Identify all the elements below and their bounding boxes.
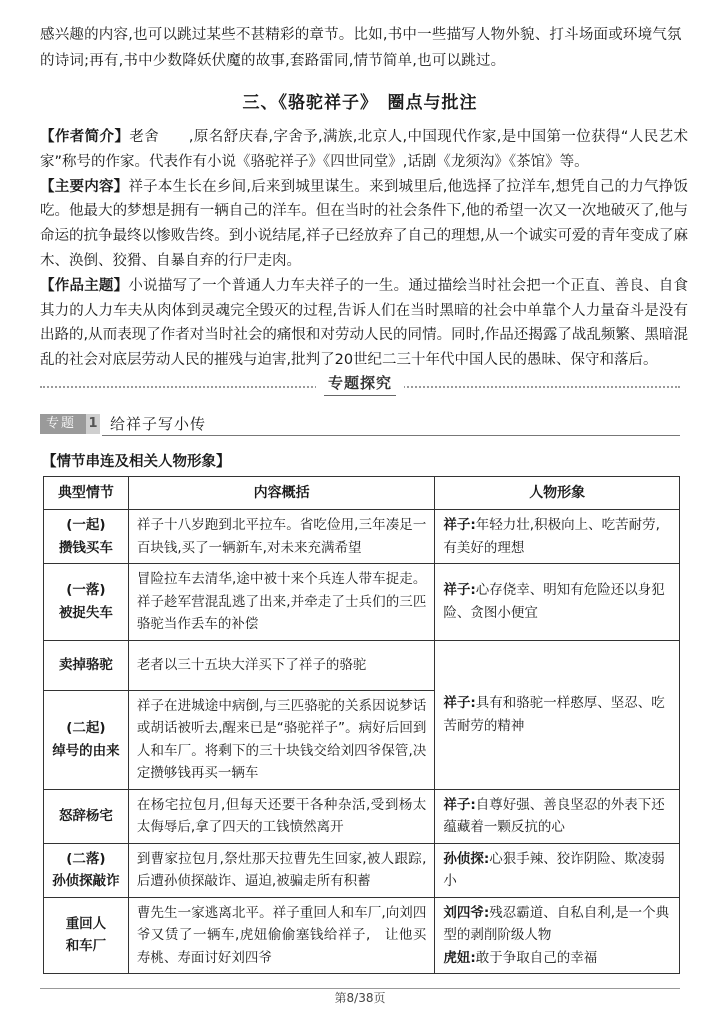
- event-title: 绰号的由来: [52, 742, 120, 759]
- event-title: 孙侦探敲诈: [52, 873, 120, 889]
- intro-paragraph: [40, 22, 688, 74]
- event-title: 卖掉骆驼: [58, 656, 113, 673]
- image-cell: [435, 843, 680, 897]
- event-stage: (一落): [66, 582, 106, 599]
- intro-line-1: 感兴趣的内容,也可以跳过某些不甚精彩的章节。比如,书中一些描写人物外貌、打斗场面或环境气氛: [40, 27, 682, 43]
- content-text: 祥子本生长在乡间,后来到城里谋生。来到城里后,他选择了拉洋车,想凭自己的力气挣饭吃。他最大的梦想是拥有一辆自己的洋车。但在当时的社会条件下,他的希望一次又一次地破灭了,他与命运的抗争最终以惨败告终。到小说结尾,祥子已经放弃了自己的理想,从一个诚实可爱的青年变成了麻木、涣倒、狡猾、自暴自弃的行尸走肉。: [40, 178, 689, 269]
- table-row: [44, 897, 680, 974]
- content-cell: 老者以三十五块大洋买下了祥子的骆驼: [128, 640, 435, 690]
- character-traits: 残忍霸道、自私自利,是一个典型的剥削阶级人物: [443, 904, 670, 943]
- author-paragraph: [40, 125, 688, 175]
- character-entry: [443, 902, 671, 947]
- character-traits: 年轻力壮,积极向上、吃苦耐劳,有美好的理想: [443, 517, 660, 556]
- character-name: 祥子:: [443, 582, 476, 599]
- content-cell: 祥子在进城途中病倒,与三匹骆驼的关系因说梦话或胡话被听去,醒来已是“骆驼祥子”。病好后回到人和车厂。将剩下的三十块钱交给刘四爷保管,决定攒够钱再买一辆车: [128, 690, 435, 789]
- character-traits: 心存侥幸、明知有危险还以身犯险、贪图小便宜: [443, 582, 665, 621]
- theme-text: 小说描写了一个普通人力车夫祥子的一生。通过描绘当时社会把一个正直、善良、自食其力的人力车夫从肉体到灵魂完全毁灭的过程,告诉人们在当时黑暗的社会中单靠个人力量奋斗是没有出路的,从而表现了作者对当时社会的痛恨和对劳动人民的同情。同时,作品还揭露了战乱频繁、黑暗混乱的社会对底层劳动人民的摧残与迫害,批判了20世纪二三十年代中国人民的愚昧、保守和落后。: [40, 277, 689, 369]
- topic-title: 给祥子写小传: [110, 415, 207, 433]
- image-cell: [435, 510, 680, 564]
- character-entry: [443, 947, 671, 970]
- event-title: 被捉失车: [58, 604, 113, 621]
- image-cell: [435, 789, 680, 843]
- event-cell: [44, 843, 129, 897]
- intro-line-2: 的诗词;再有,书中少数降妖伏魔的故事,套路雷同,情节简单,也可以跳过。: [40, 53, 506, 69]
- image-cell: [435, 640, 680, 789]
- event-stage: (二落): [66, 850, 106, 867]
- character-name: 虎妞:: [443, 949, 476, 966]
- theme-tag: 【作品主题】: [40, 277, 129, 294]
- table-row: [44, 510, 680, 564]
- content-cell: 冒险拉车去清华,途中被十来个兵连人带车捉走。祥子趁军营混乱逃了出来,并牵走了士兵们的三匹骆驼当作丢车的补偿: [128, 564, 435, 641]
- author-tag: 【作者简介】: [40, 129, 130, 145]
- event-stage: (一起): [66, 517, 106, 533]
- table-heading: 【情节串连及相关人物形象】: [42, 454, 231, 470]
- character-name: 刘四爷:: [443, 904, 490, 921]
- character-name: 祥子:: [443, 517, 476, 533]
- table-header-row: [44, 477, 680, 510]
- event-title-line-2: 和车厂: [65, 938, 107, 955]
- table-row: [44, 564, 680, 641]
- event-cell: [44, 640, 129, 690]
- event-title: 怒辞杨宅: [58, 807, 113, 824]
- content-cell: 曹先生一家逃离北平。祥子重回人和车厂,向刘四爷又赁了一辆车,虎妞偷偷塞钱给祥子, 让他买寿桃、寿面讨好刘四爷: [128, 897, 435, 974]
- section-divider: [40, 372, 680, 394]
- event-cell: [44, 510, 129, 564]
- header-image: 人物形象: [435, 477, 680, 510]
- author-text: 老舍 ,原名舒庆春,字舍予,满族,北京人,中国现代作家,是中国第一位获得“人民艺术家”称号的作家。代表作有小说《骆驼祥子》《四世同堂》,话剧《龙须沟》《茶馆》等。: [40, 129, 688, 170]
- content-cell: 祥子十八岁跑到北平拉车。省吃俭用,三年凑足一百块钱,买了一辆新车,对未来充满希望: [128, 510, 435, 564]
- character-name: 祥子:: [443, 796, 476, 813]
- content-tag: 【主要内容】: [40, 178, 129, 195]
- topic-underline: [102, 435, 680, 436]
- event-title-line-1: 重回人: [65, 915, 107, 932]
- event-title: 攒钱买车: [58, 539, 113, 556]
- header-event: 典型情节: [44, 477, 129, 510]
- content-paragraph: [40, 175, 688, 274]
- topic-number: 1: [86, 414, 100, 434]
- header-content: 内容概括: [128, 477, 435, 510]
- plot-table: [43, 476, 680, 974]
- table-row: [44, 789, 680, 843]
- character-name: 祥子:: [443, 695, 476, 711]
- event-stage: (二起): [66, 720, 106, 736]
- topic-header: [40, 412, 680, 436]
- character-name: 孙侦探:: [443, 850, 490, 867]
- content-cell: 在杨宅拉包月,但每天还要干各种杂活,受到杨太太侮辱后,拿了四天的工钱愤然离开: [128, 789, 435, 843]
- event-cell: [44, 789, 129, 843]
- character-traits: 心狠手辣、狡诈阴险、欺凌弱小: [443, 850, 665, 889]
- theme-paragraph: [40, 274, 688, 373]
- content-cell: 到曹家拉包月,祭灶那天拉曹先生回家,被人跟踪,后遭孙侦探敲诈、逼迫,被骗走所有积蓄: [128, 843, 435, 897]
- page-number: 第8/38页: [334, 991, 386, 1005]
- character-traits: 自尊好强、善良坚忍的外表下还蕴藏着一颗反抗的心: [443, 796, 665, 835]
- image-cell: [435, 564, 680, 641]
- topic-badge: 专题: [40, 414, 98, 434]
- image-cell: [435, 897, 680, 974]
- section-title: 三、《骆驼祥子》 圈点与批注: [242, 93, 478, 113]
- character-traits: 具有和骆驼一样憨厚、坚忍、吃苦耐劳的精神: [443, 695, 665, 734]
- event-cell: [44, 564, 129, 641]
- event-cell: [44, 897, 129, 974]
- event-cell: [44, 690, 129, 789]
- table-row: [44, 843, 680, 897]
- character-traits: 敢于争取自己的幸福: [475, 949, 598, 966]
- table-row: [44, 640, 680, 690]
- summary-block: [40, 125, 688, 373]
- divider-label: 专题探究: [316, 372, 404, 393]
